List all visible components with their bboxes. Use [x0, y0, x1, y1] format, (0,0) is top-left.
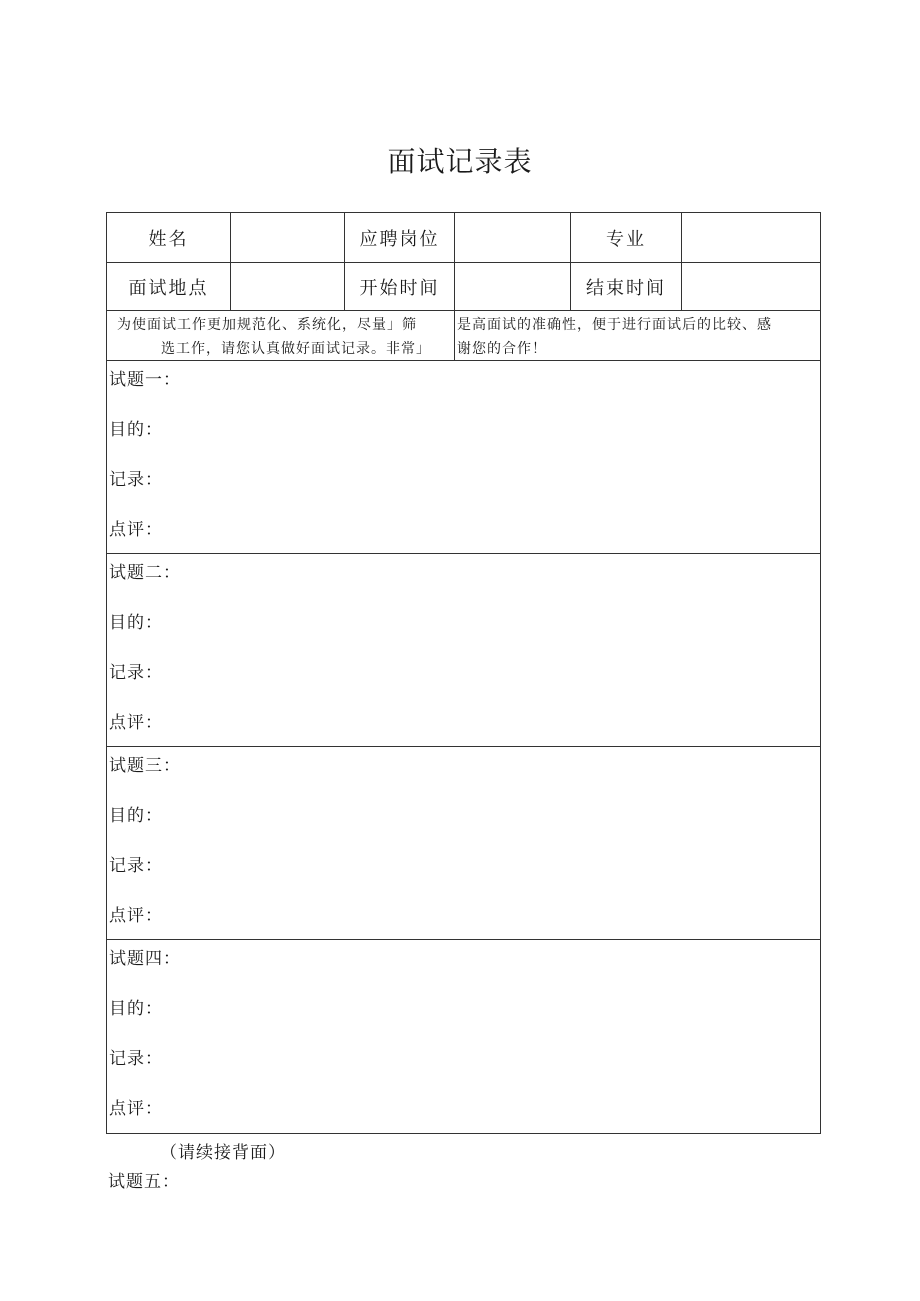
end-time-label: 结束时间	[571, 263, 682, 310]
question-block-1[interactable]	[107, 361, 820, 554]
start-time-label: 开始时间	[345, 263, 455, 310]
question-record: 记录：	[109, 856, 163, 876]
major-label: 专业	[571, 213, 682, 262]
location-field[interactable]	[231, 263, 345, 310]
name-field[interactable]	[231, 213, 345, 262]
question-record: 记录：	[109, 1049, 163, 1069]
question-block-2[interactable]	[107, 554, 820, 747]
notice-right-line1: 是高面试的准确性，便于进行面试后的比较、感	[457, 317, 772, 333]
question-comment: 点评：	[109, 906, 163, 926]
question-purpose: 目的：	[109, 806, 163, 826]
notice-right	[455, 311, 822, 360]
question-block-4[interactable]	[107, 940, 820, 1133]
question-purpose: 目的：	[109, 999, 163, 1019]
position-label: 应聘岗位	[345, 213, 455, 262]
question-title: 试题三：	[109, 756, 181, 776]
question-comment: 点评：	[109, 713, 163, 733]
name-label: 姓名	[107, 213, 231, 262]
interview-form	[106, 212, 821, 1134]
notice-left	[107, 311, 455, 360]
question-purpose: 目的：	[109, 613, 163, 633]
question-5-title: 试题五：	[108, 1172, 180, 1192]
question-comment: 点评：	[109, 520, 163, 540]
question-purpose: 目的：	[109, 420, 163, 440]
continue-note: （请续接背面）	[160, 1143, 286, 1163]
location-label: 面试地点	[107, 263, 231, 310]
question-title: 试题二：	[109, 563, 181, 583]
notice-left-line2: 选工作，请您认真做好面试记录。非常」	[161, 341, 431, 357]
notice-right-line2: 谢您的合作！	[457, 341, 547, 357]
position-field[interactable]	[455, 213, 571, 262]
question-record: 记录：	[109, 663, 163, 683]
question-title: 试题四：	[109, 949, 181, 969]
question-title: 试题一：	[109, 370, 181, 390]
page-title: 面试记录表	[387, 145, 533, 178]
start-time-field[interactable]	[455, 263, 571, 310]
question-block-3[interactable]	[107, 747, 820, 940]
notice-row	[107, 311, 820, 361]
question-record: 记录：	[109, 470, 163, 490]
question-comment: 点评：	[109, 1099, 163, 1119]
info-row-2	[107, 263, 820, 311]
major-field[interactable]	[682, 213, 822, 262]
end-time-field[interactable]	[682, 263, 822, 310]
notice-left-line1: 为使面试工作更加规范化、系统化，尽量」筛	[117, 317, 417, 333]
info-row-1	[107, 213, 820, 263]
